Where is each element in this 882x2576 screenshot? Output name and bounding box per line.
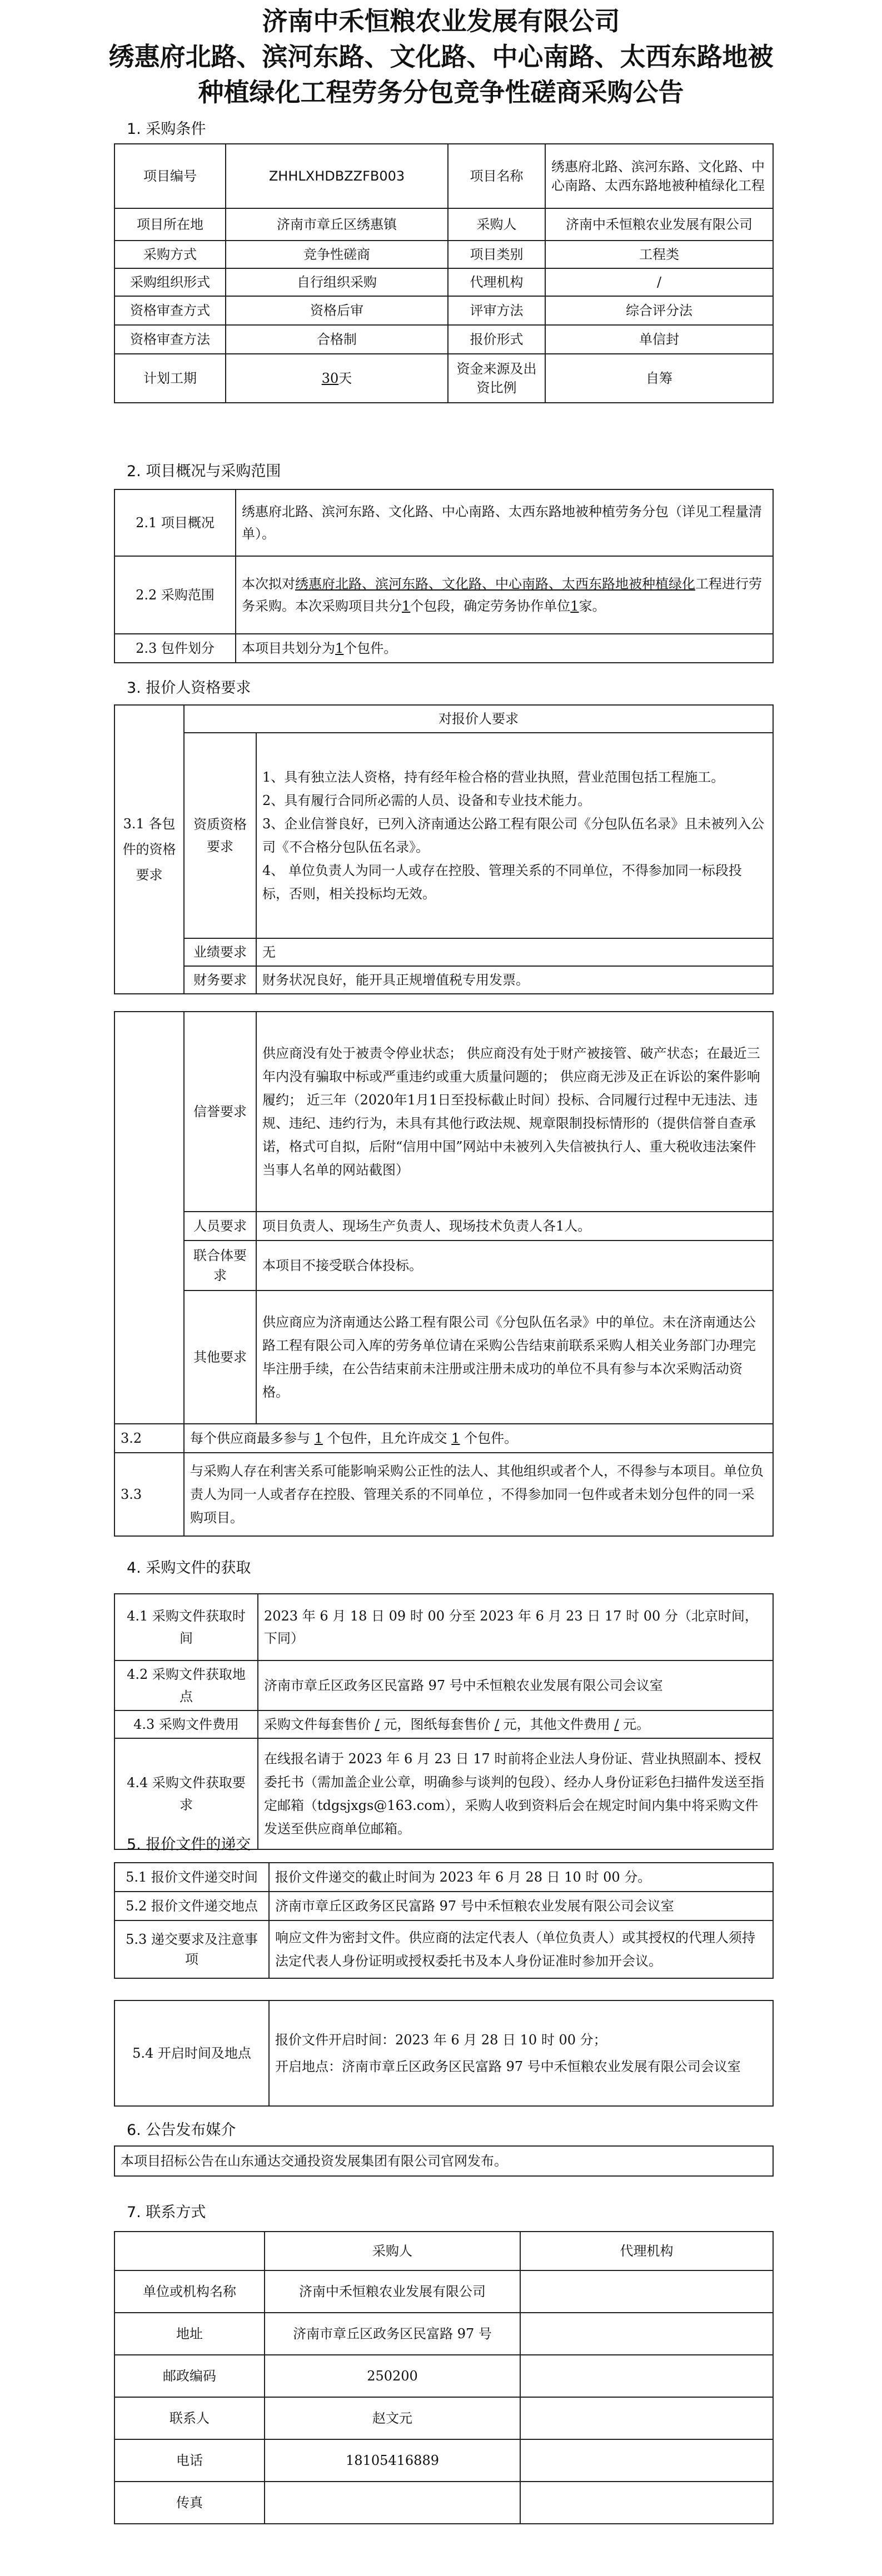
period-days: 30	[321, 371, 339, 386]
cell-label: 4.3 采购文件费用	[114, 1710, 258, 1738]
financial-requirements: 财务状况良好，能开具正规增值税专用发票。	[256, 966, 773, 994]
opening-location: 开启地点：济南市章丘区政务区民富路 97 号中禾恒粮农业发展有限公司会议室	[275, 2059, 741, 2074]
fee-value: /	[495, 1717, 500, 1732]
cell-label: 联系人	[114, 2397, 265, 2439]
scope-text: 个包段，确定劳务协作单位	[410, 598, 571, 614]
division-text: 个包件。	[343, 641, 397, 656]
submission-notes: 响应文件为密封文件。供应商的法定代表人（单位负责人）或其授权的代理人须持法定代表人身份证明或授权委托书及本人身份证准时参加开会议。	[269, 1920, 773, 1978]
cell-label: 地址	[114, 2313, 265, 2355]
cell-label: 5.3 递交要求及注意事项	[114, 1920, 269, 1978]
cell-label: 财务要求	[184, 966, 256, 994]
opening-time: 报价文件开启时间：2023 年 6 月 28 日 10 时 00 分；	[275, 2032, 607, 2048]
division-text: 本项目共划分为	[242, 641, 335, 656]
division-count: 1	[335, 641, 344, 656]
cell-label: 单位或机构名称	[114, 2270, 265, 2313]
cell-label: 3.3	[114, 1453, 184, 1536]
cell-label: 2.3 包件划分	[114, 634, 236, 663]
section-5-heading: 5. 报价文件的递交	[127, 1836, 251, 1853]
agency-person	[520, 2397, 773, 2439]
contact-fax	[265, 2482, 520, 2524]
company-title: 济南中禾恒粮农业发展有限公司	[262, 6, 620, 36]
buyer-name: 济南中禾恒粮农业发展有限公司	[545, 208, 773, 241]
package-limit	[184, 1424, 773, 1453]
evaluation-method: 综合评分法	[545, 296, 773, 325]
cell-label: 资质资格要求	[184, 733, 256, 938]
limit-count: 1	[314, 1430, 323, 1446]
cert-item-1: 1、具有独立法人资格，持有经年检合格的营业执照，营业范围包括工程施工。	[262, 769, 725, 785]
cell-label: 计划工期	[114, 354, 226, 403]
cell-label: 项目名称	[448, 144, 545, 208]
scope-packages: 1	[402, 598, 411, 614]
agency-zip	[520, 2355, 773, 2397]
cell-label: 项目编号	[114, 144, 226, 208]
fee-text: 采购文件每套售价	[264, 1717, 371, 1732]
section-6-heading: 6. 公告发布媒介	[127, 2122, 236, 2139]
cell-label: 信誉要求	[184, 1012, 256, 1212]
cell-label: 电话	[114, 2439, 265, 2482]
requirements-header: 对报价人要求	[184, 705, 773, 733]
fund-source: 自筹	[545, 354, 773, 403]
cell-label: 资格审查方式	[114, 296, 226, 325]
qualification-table-continued	[114, 1011, 774, 1537]
contact-phone: 18105416889	[265, 2439, 520, 2482]
project-overview: 绣惠府北路、滨河东路、文化路、中心南路、太西东路地被种植劳务分包（详见工程量清单）。	[236, 489, 773, 556]
col-buyer: 采购人	[265, 2232, 520, 2270]
contact-person: 赵文元	[265, 2397, 520, 2439]
procurement-scope	[236, 556, 773, 634]
project-category: 工程类	[545, 241, 773, 268]
section-1-heading: 1. 采购条件	[127, 121, 206, 138]
cell-label: 传真	[114, 2482, 265, 2524]
submission-table	[114, 1862, 774, 1979]
media-table	[114, 2145, 774, 2177]
procurement-method: 竞争性磋商	[226, 241, 448, 268]
project-name: 绣惠府北路、滨河东路、文化路、中心南路、太西东路地被种植绿化工程	[545, 144, 773, 208]
project-location: 济南市章丘区绣惠镇	[226, 208, 448, 241]
cell-label: 3.2	[114, 1424, 184, 1453]
review-method: 合格制	[226, 325, 448, 354]
cell-label: 采购方式	[114, 241, 226, 268]
certification-requirements	[256, 733, 773, 938]
cell-label: 评审方法	[448, 296, 545, 325]
project-number: ZHHLXHDBZZFB003	[226, 144, 448, 208]
cell-label: 5.1 报价文件递交时间	[114, 1863, 269, 1892]
agency-phone	[520, 2439, 773, 2482]
cell-label: 资金来源及出资比例	[448, 354, 545, 403]
docs-requirements: 在线报名请于 2023 年 6 月 23 日 17 时前将企业法人身份证、营业执照副本、授权委托书（需加盖企业公章，明确参与谈判的包段）、经办人身份证彩色扫描件发送至指定邮箱（tdgsjxgs@163.com），采购人收到资料后会在规定时间内集中将采购文件发送至供应商单位邮箱。	[258, 1738, 773, 1849]
cert-item-4: 4、 单位负责人为同一人或存在控股、管理关系的不同单位，不得参加同一标段投标，否则，相关投标均无效。	[262, 863, 742, 902]
fee-value: /	[375, 1717, 380, 1732]
cell-label: 4.1 采购文件获取时间	[114, 1594, 258, 1660]
package-division	[236, 634, 773, 663]
docs-location: 济南市章丘区政务区民富路 97 号中禾恒粮农业发展有限公司会议室	[258, 1660, 773, 1710]
scope-units: 1	[570, 598, 579, 614]
scope-text: 本次拟对	[242, 576, 295, 592]
docs-time: 2023 年 6 月 18 日 09 时 00 分至 2023 年 6 月 23 日 17 时 00 分（北京时间，下同）	[258, 1594, 773, 1660]
cell-label: 3.1 各包件的资格要求	[114, 705, 184, 994]
agency: /	[545, 268, 773, 296]
contact-table	[114, 2231, 774, 2524]
section-2-heading: 2. 项目概况与采购范围	[127, 463, 281, 480]
scope-text: 家。	[579, 598, 606, 614]
opening-info	[269, 2000, 773, 2106]
quote-form: 单信封	[545, 325, 773, 354]
cell-label: 联合体要求	[184, 1241, 256, 1290]
other-requirements: 供应商应为济南通达公路工程有限公司《分包队伍名录》中的单位。未在济南通达公路工程有限公司入库的劳务单位请在采购公告结束前联系采购人相关业务部门办理完毕注册手续，在公告结束前未注册或注册未成功的单位不具有参与本次采购活动资格。	[256, 1290, 773, 1424]
cell-label: 采购人	[448, 208, 545, 241]
blank-cell	[114, 2232, 265, 2270]
cell-label: 5.2 报价文件递交地点	[114, 1892, 269, 1920]
project-title-line1: 绣惠府北路、滨河东路、文化路、中心南路、太西东路地被	[108, 42, 774, 72]
cell-label: 其他要求	[184, 1290, 256, 1424]
consortium-requirements: 本项目不接受联合体投标。	[256, 1241, 773, 1290]
col-agency: 代理机构	[520, 2232, 773, 2270]
agency-org-name	[520, 2270, 773, 2313]
conflict-of-interest: 与采购人存在利害关系可能影响采购公正性的法人、其他组织或者个人，不得参与本项目。单位负责人为同一人或者存在控股、管理关系的不同单位 ，不得参加同一包件或者未划分包件的同一采购项目。	[184, 1453, 773, 1536]
fee-value: /	[614, 1717, 619, 1732]
limit-text: 每个供应商最多参与	[190, 1430, 310, 1446]
cell-label: 邮政编码	[114, 2355, 265, 2397]
documents-table	[114, 1593, 774, 1850]
cell-label: 4.4 采购文件获取要求	[114, 1738, 258, 1849]
limit-text: 个包件。	[464, 1430, 518, 1446]
review-mode: 资格后审	[226, 296, 448, 325]
fee-text: 元。	[623, 1717, 650, 1732]
fee-text: 元，其他文件费用	[503, 1717, 610, 1732]
limit-text: 个包件，且允许成交	[327, 1430, 447, 1446]
cell-label: 人员要求	[184, 1212, 256, 1241]
cell-label: 2.1 项目概况	[114, 489, 236, 556]
cell-label: 资格审查方法	[114, 325, 226, 354]
cell-label: 报价形式	[448, 325, 545, 354]
docs-fee	[258, 1710, 773, 1738]
blank-cell	[114, 1012, 184, 1424]
agency-fax	[520, 2482, 773, 2524]
section-4-heading: 4. 采购文件的获取	[127, 1559, 251, 1577]
organization-form: 自行组织采购	[226, 268, 448, 296]
staff-requirements: 项目负责人、现场生产负责人、现场技术负责人各1人。	[256, 1212, 773, 1241]
qualification-table	[114, 704, 774, 994]
performance-requirements: 无	[256, 938, 773, 966]
cell-label: 5.4 开启时间及地点	[114, 2000, 269, 2106]
scope-text: 工程进行劳务采购。本次采购项目共分	[242, 576, 762, 614]
cell-label: 采购组织形式	[114, 268, 226, 296]
award-count: 1	[451, 1430, 460, 1446]
scope-project: 绣惠府北路、滨河东路、文化路、中心南路、太西东路地被种植绿化	[295, 576, 695, 592]
project-title-line2: 种植绿化工程劳务分包竞争性磋商采购公告	[198, 77, 684, 107]
submission-location: 济南市章丘区政务区民富路 97 号中禾恒粮农业发展有限公司会议室	[269, 1892, 773, 1920]
publication-media: 本项目招标公告在山东通达交通投资发展集团有限公司官网发布。	[114, 2146, 773, 2176]
procurement-conditions-table	[114, 143, 774, 403]
cert-item-2: 2、具有履行合同所必需的人员、设备和专业技术能力。	[262, 793, 591, 808]
section-7-heading: 7. 联系方式	[127, 2204, 206, 2221]
fee-text: 元，图纸每套售价	[383, 1717, 491, 1732]
credit-requirements: 供应商没有处于被责令停业状态； 供应商没有处于财产被接管、破产状态；在最近三年内没有骗取中标或严重违约或重大质量问题的； 供应商无涉及正在诉讼的案件影响履约； 近三年（2020年1月1日至投标截止时间）投标、合同履行过程中无违法、违规、违纪、违约行为，未具有其他行政法规、规章限制投标情形的（提供信誉自查承诺，格式可自拟，后附“信用中国”网站中未被列入失信被执行人、重大税收违法案件当事人名单的网站截图）	[256, 1012, 773, 1212]
opening-table	[114, 2000, 774, 2107]
section-3-heading: 3. 报价人资格要求	[127, 679, 251, 697]
agency-address	[520, 2313, 773, 2355]
contact-zip: 250200	[265, 2355, 520, 2397]
contact-org-name: 济南中禾恒粮农业发展有限公司	[265, 2270, 520, 2313]
planned-period	[226, 354, 448, 403]
cert-item-3: 3、企业信誉良好，已列入济南通达公路工程有限公司《分包队伍名录》且未被列入公司《不合格分包队伍名录》。	[262, 816, 765, 855]
cell-label: 业绩要求	[184, 938, 256, 966]
cell-label: 项目所在地	[114, 208, 226, 241]
contact-address: 济南市章丘区政务区民富路 97 号	[265, 2313, 520, 2355]
submission-deadline: 报价文件递交的截止时间为 2023 年 6 月 28 日 10 时 00 分。	[269, 1863, 773, 1892]
cell-label: 项目类别	[448, 241, 545, 268]
period-unit: 天	[338, 371, 352, 386]
cell-label: 4.2 采购文件获取地点	[114, 1660, 258, 1710]
cell-label: 代理机构	[448, 268, 545, 296]
cell-label: 2.2 采购范围	[114, 556, 236, 634]
overview-table	[114, 489, 774, 663]
